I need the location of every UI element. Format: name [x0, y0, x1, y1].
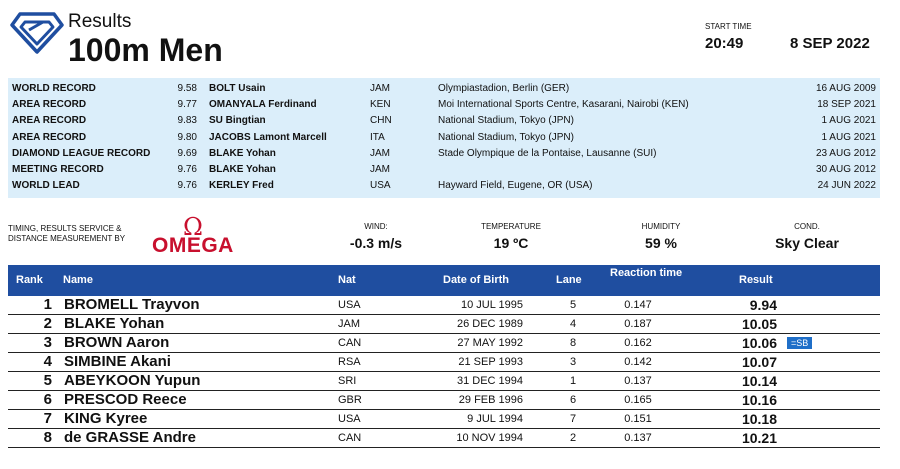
cell-name: PRESCOD Reece	[64, 391, 187, 408]
cell-rank: 5	[43, 372, 52, 389]
cell-nat: USA	[338, 299, 361, 311]
humidity-info	[601, 222, 721, 251]
record-nat: KEN	[370, 99, 391, 111]
cell-dob: 10 JUL 1995	[461, 299, 523, 311]
record-result: 9.76	[177, 180, 197, 192]
record-athlete: KERLEY Fred	[209, 180, 274, 192]
record-result: 9.69	[177, 147, 197, 159]
record-venue: Olympiastadion, Berlin (GER)	[438, 83, 570, 94]
record-nat: ITA	[370, 131, 385, 143]
cell-name: BROMELL Trayvon	[64, 296, 200, 313]
record-nat: JAM	[370, 147, 390, 159]
header-nat: Nat	[338, 274, 356, 286]
cell-reaction: 0.187	[624, 318, 652, 330]
cell-dob: 26 DEC 1989	[456, 318, 523, 330]
record-result: 9.58	[177, 83, 197, 94]
wind-value: -0.3 m/s	[349, 235, 403, 251]
humidity-label: HUMIDITY	[641, 222, 681, 231]
cell-reaction: 0.151	[624, 413, 652, 425]
start-time: 20:49	[705, 35, 744, 52]
table-row	[8, 315, 880, 334]
cell-name: BLAKE Yohan	[64, 315, 165, 332]
record-row	[8, 130, 880, 146]
season-best-badge: =SB	[787, 337, 812, 349]
cell-result: 10.14	[741, 373, 777, 389]
record-nat: JAM	[370, 83, 390, 94]
results-label: Results	[68, 11, 132, 32]
header-dob: Date of Birth	[443, 274, 509, 286]
record-venue: Hayward Field, Eugene, OR (USA)	[438, 180, 593, 192]
cell-name: ABEYKOON Yupun	[64, 372, 201, 389]
record-venue: Stade Olympique de la Pontaise, Lausanne (SUI)	[438, 147, 657, 159]
cell-result: 9.94	[749, 297, 777, 313]
record-date: 23 AUG 2012	[815, 147, 876, 159]
cell-nat: RSA	[338, 356, 361, 368]
condition-info	[747, 222, 867, 251]
cell-rank: 3	[43, 334, 52, 351]
event-date: 8 SEP 2022	[790, 35, 870, 52]
record-date: 16 AUG 2009	[815, 83, 876, 94]
record-date: 18 SEP 2021	[817, 99, 876, 111]
cell-nat: CAN	[338, 432, 362, 444]
table-row	[8, 391, 880, 410]
record-venue: National Stadium, Tokyo (JPN)	[438, 131, 574, 143]
cell-result: 10.21	[741, 430, 777, 446]
header-result: Result	[739, 274, 773, 286]
cell-reaction: 0.147	[624, 299, 652, 311]
temperature-info	[451, 222, 571, 251]
record-athlete: JACOBS Lamont Marcell	[209, 131, 327, 143]
cell-lane: 7	[569, 413, 577, 425]
cell-result: 10.18	[741, 411, 777, 427]
record-date: 24 JUN 2022	[817, 180, 876, 192]
cell-reaction: 0.165	[624, 394, 652, 406]
cell-rank: 7	[43, 410, 52, 427]
record-result: 9.77	[177, 99, 197, 111]
record-type: WORLD RECORD	[12, 83, 96, 94]
cell-result: 10.07	[741, 354, 777, 370]
record-athlete: SU Bingtian	[209, 115, 266, 127]
record-venue: National Stadium, Tokyo (JPN)	[438, 115, 574, 127]
record-result: 9.76	[177, 163, 197, 175]
record-athlete: OMANYALA Ferdinand	[209, 99, 317, 111]
cell-lane: 4	[569, 318, 577, 330]
cell-nat: SRI	[338, 375, 357, 387]
cell-lane: 3	[569, 356, 577, 368]
condition-label: COND.	[794, 222, 820, 231]
start-time-label: START TIME	[705, 22, 752, 31]
table-row	[8, 410, 880, 429]
cell-nat: CAN	[338, 337, 362, 349]
record-row	[8, 162, 880, 178]
cell-reaction: 0.142	[624, 356, 652, 368]
results-rows	[8, 296, 880, 448]
cell-result: 10.05	[741, 316, 777, 332]
timing-credit-label: TIMING, RESULTS SERVICE & DISTANCE MEASUREMENT BY	[8, 224, 126, 243]
record-row	[8, 81, 880, 97]
omega-logo-icon: Ω	[183, 213, 203, 241]
temperature-label: TEMPERATURE	[481, 222, 541, 231]
cell-reaction: 0.162	[624, 337, 652, 349]
record-row	[8, 97, 880, 113]
cell-lane: 1	[569, 375, 577, 387]
cell-lane: 6	[569, 394, 577, 406]
cell-lane: 8	[569, 337, 577, 349]
header-name: Name	[63, 274, 93, 286]
cell-rank: 2	[43, 315, 52, 332]
record-date: 1 AUG 2021	[821, 115, 876, 127]
table-row	[8, 334, 880, 353]
header-reaction-time: Reaction time	[610, 267, 683, 279]
cell-name: de GRASSE Andre	[64, 429, 196, 446]
conditions-bar	[0, 212, 900, 260]
cell-dob: 10 NOV 1994	[456, 432, 523, 444]
event-title: 100m Men	[68, 32, 223, 68]
omega-logo-text: OMEGA	[152, 234, 234, 257]
record-athlete: BLAKE Yohan	[209, 147, 276, 159]
record-result: 9.83	[177, 115, 197, 127]
record-type: AREA RECORD	[12, 99, 87, 111]
cell-rank: 6	[43, 391, 52, 408]
header	[0, 0, 900, 72]
record-date: 30 AUG 2012	[815, 163, 876, 175]
wind-info	[316, 222, 436, 251]
record-nat: USA	[370, 180, 391, 192]
cell-reaction: 0.137	[624, 432, 652, 444]
cell-result: 10.16	[741, 392, 777, 408]
cell-result: 10.06	[741, 335, 777, 351]
records-panel	[8, 78, 880, 198]
record-nat: JAM	[370, 163, 390, 175]
record-type: AREA RECORD	[12, 115, 87, 127]
record-type: AREA RECORD	[12, 131, 87, 143]
record-row	[8, 113, 880, 129]
results-table-header	[8, 265, 880, 296]
record-row	[8, 178, 880, 194]
header-rank: Rank	[16, 274, 43, 286]
cell-reaction: 0.137	[624, 375, 652, 387]
record-type: WORLD LEAD	[12, 180, 80, 192]
cell-name: KING Kyree	[64, 410, 148, 427]
record-result: 9.80	[177, 131, 197, 143]
cell-nat: GBR	[338, 394, 362, 406]
table-row	[8, 372, 880, 391]
cell-rank: 4	[43, 353, 52, 370]
header-lane: Lane	[556, 274, 582, 286]
record-type: DIAMOND LEAGUE RECORD	[12, 147, 151, 159]
cell-dob: 9 JUL 1994	[467, 413, 523, 425]
record-athlete: BLAKE Yohan	[209, 163, 276, 175]
diamond-league-logo-icon	[10, 10, 64, 54]
cell-lane: 2	[569, 432, 577, 444]
cell-nat: USA	[338, 413, 361, 425]
record-row	[8, 146, 880, 162]
cell-dob: 21 SEP 1993	[458, 356, 523, 368]
cell-rank: 8	[43, 429, 52, 446]
cell-dob: 29 FEB 1996	[458, 394, 523, 406]
record-date: 1 AUG 2021	[821, 131, 876, 143]
wind-label: WIND:	[364, 222, 388, 231]
table-row	[8, 353, 880, 372]
record-nat: CHN	[370, 115, 392, 127]
cell-name: SIMBINE Akani	[64, 353, 171, 370]
cell-dob: 27 MAY 1992	[457, 337, 523, 349]
record-type: MEETING RECORD	[12, 163, 104, 175]
temperature-value: 19 ºC	[493, 235, 529, 251]
results-table	[8, 265, 880, 448]
table-row	[8, 296, 880, 315]
record-venue: Moi International Sports Centre, Kasarani, Nairobi (KEN)	[438, 99, 689, 111]
humidity-value: 59 %	[645, 235, 677, 251]
table-row	[8, 429, 880, 448]
cell-rank: 1	[43, 296, 52, 313]
cell-dob: 31 DEC 1994	[456, 375, 523, 387]
cell-name: BROWN Aaron	[64, 334, 170, 351]
condition-value: Sky Clear	[775, 235, 839, 251]
cell-nat: JAM	[338, 318, 360, 330]
record-athlete: BOLT Usain	[209, 83, 266, 94]
cell-lane: 5	[569, 299, 577, 311]
